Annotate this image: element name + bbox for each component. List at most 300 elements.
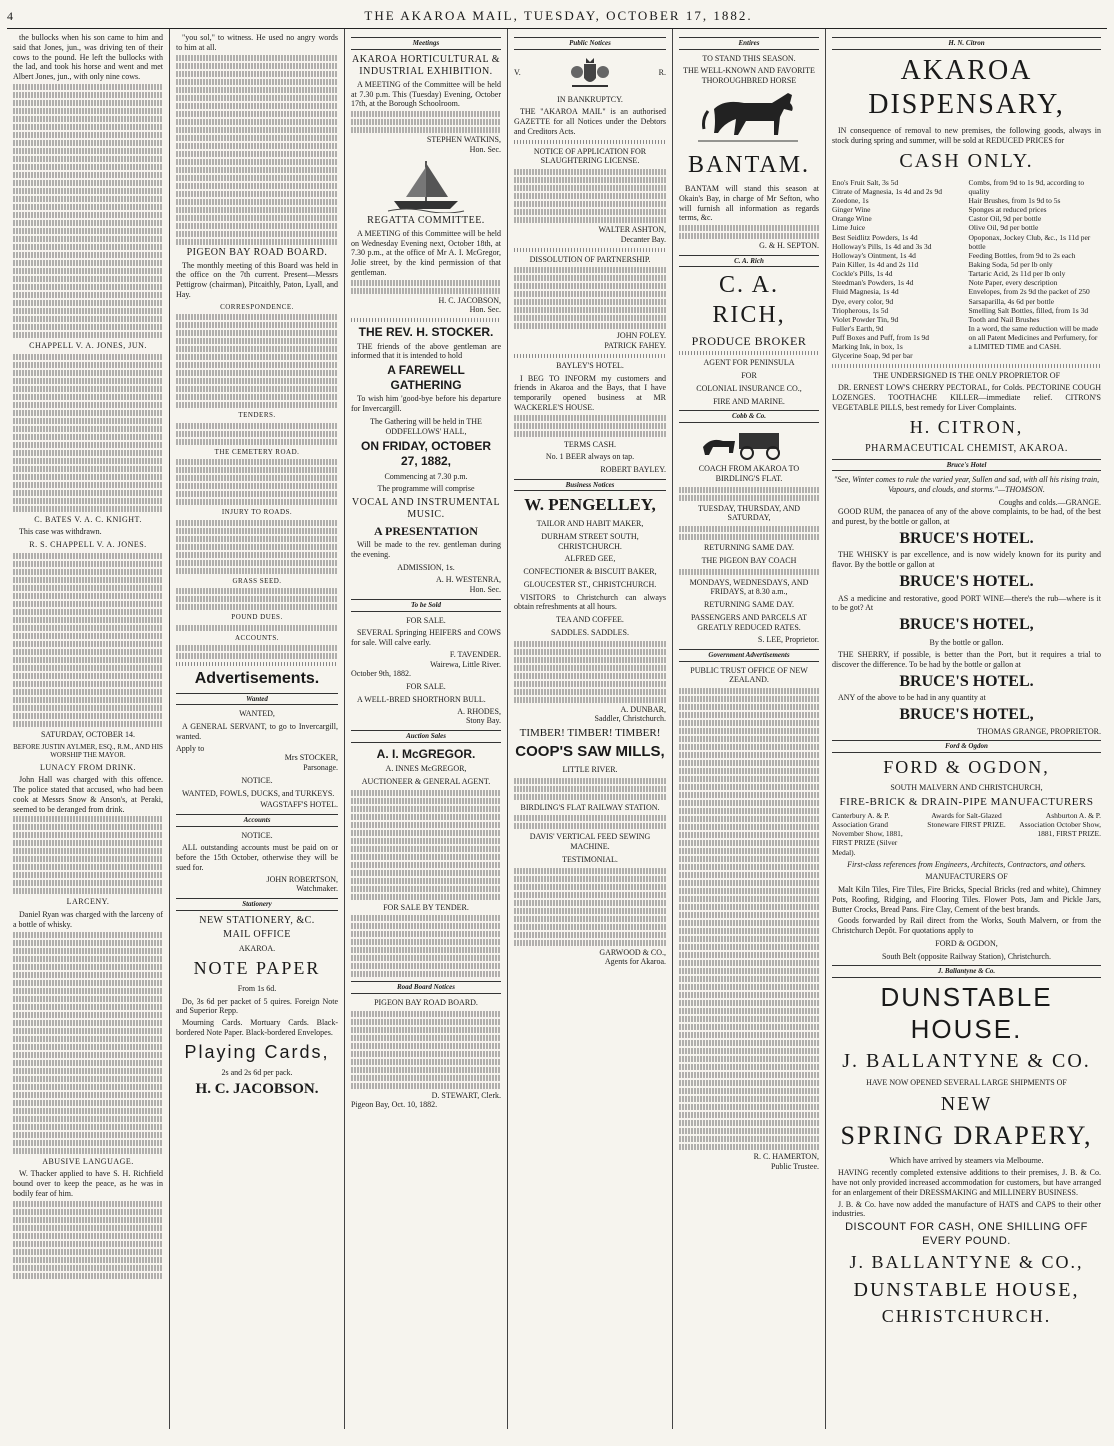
body-text-block xyxy=(514,291,666,297)
body-text-block xyxy=(679,1040,819,1046)
ad-title: A. I. McGREGOR. xyxy=(376,746,476,761)
body-text-block xyxy=(514,908,666,914)
ad-signature: A. DUNBAR, xyxy=(620,704,666,714)
body-text-block xyxy=(13,148,163,154)
ad-text: Goods forwarded by Rail direct from the Works, South Malvern, or from the Christchurch Depôt. For quotations apply to xyxy=(832,916,1101,936)
ad-title: MANUFACTURERS OF xyxy=(925,872,1008,882)
body-text-block xyxy=(176,231,338,237)
ad-title: PHARMACEUTICAL CHEMIST, AKAROA. xyxy=(865,442,1068,454)
ad-signature: D. STEWART, Clerk. xyxy=(431,1090,501,1100)
bench-heading: BEFORE JUSTIN AYLMER, ESQ., R.M., AND HIS WORSHIP THE MAYOR. xyxy=(13,742,163,760)
body-text-block xyxy=(176,499,338,505)
body-text-block xyxy=(351,886,501,892)
ad-signature: STEPHEN WATKINS, xyxy=(426,135,501,145)
body-text-block xyxy=(514,201,666,207)
body-text-block xyxy=(13,204,163,210)
ad-text: Will be made to the rev. gentleman during the evening. xyxy=(351,540,501,559)
body-text-block xyxy=(13,434,163,440)
body-text-block xyxy=(679,728,819,734)
body-text-block xyxy=(679,968,819,974)
body-text-block xyxy=(13,1201,163,1207)
ad-signature: WALTER ASHTON, xyxy=(598,225,666,235)
ad-title: TIMBER! TIMBER! TIMBER! xyxy=(519,727,661,740)
body-text-block xyxy=(679,487,819,493)
body-text-block xyxy=(13,609,163,615)
body-text-block xyxy=(679,1080,819,1086)
body-text-block xyxy=(13,1225,163,1231)
ad-title: COLONIAL INSURANCE CO., xyxy=(696,383,802,393)
body-text-block xyxy=(13,410,163,416)
price-list-item: Baking Soda, 5d per lb only xyxy=(968,260,1053,269)
body-text-block xyxy=(351,1011,501,1017)
body-text-block xyxy=(679,1056,819,1062)
rule xyxy=(176,662,338,666)
body-text-block xyxy=(13,1132,163,1138)
ad-title: FIRE-BRICK & DRAIN-PIPE MANUFACTURERS xyxy=(839,795,1094,808)
ad-title: A PRESENTATION xyxy=(374,523,478,538)
body-text-block xyxy=(351,1035,501,1041)
ad-title: DISCOUNT FOR CASH, ONE SHILLING OFF EVERY POUND. xyxy=(845,1221,1088,1247)
body-text-block xyxy=(176,568,338,574)
body-text-block xyxy=(176,560,338,566)
ad-text: The programme will comprise xyxy=(377,484,475,494)
body-text-block xyxy=(176,604,338,610)
body-text-block xyxy=(514,900,666,906)
body-text-block xyxy=(13,300,163,306)
body-text-block xyxy=(176,467,338,473)
body-text-block xyxy=(13,268,163,274)
body-text-block xyxy=(679,696,819,702)
body-text-block xyxy=(351,830,501,836)
ad-text: GOOD RUM, the panacea of any of the above complaints, to be had, of the best and purest, by the bottle or gallon, at xyxy=(832,507,1101,527)
masthead-spacer xyxy=(1103,9,1107,24)
price-list-item: Violet Powder Tin, 9d xyxy=(832,314,899,324)
body-text-block xyxy=(351,915,501,921)
body-text-block xyxy=(514,924,666,930)
body-text-block xyxy=(13,466,163,472)
bruces-hotel-heading: BRUCE'S HOTEL. xyxy=(899,672,1034,690)
price-list-left xyxy=(832,178,965,361)
body-text-block xyxy=(176,239,338,245)
price-list-item: Envelopes, from 2s 9d the packet of 250 xyxy=(968,287,1090,297)
section-label: Bruce's Hotel xyxy=(832,459,1101,472)
ad-title: THE PIGEON BAY COACH xyxy=(701,555,797,565)
ad-signature: Agents for Akaroa. xyxy=(604,957,666,967)
body-text-block xyxy=(514,169,666,175)
body-text-block xyxy=(514,657,666,663)
body-text-block xyxy=(679,1000,819,1006)
body-text-block xyxy=(514,283,666,289)
body-text-block xyxy=(13,1209,163,1215)
body-text-block xyxy=(13,188,163,194)
body-text-block xyxy=(13,292,163,298)
body-text-block xyxy=(514,916,666,922)
body-text-block xyxy=(13,1108,163,1114)
body-text-block xyxy=(514,673,666,679)
date-heading: SATURDAY, OCTOBER 14. xyxy=(40,729,136,739)
body-text-block xyxy=(176,402,338,408)
body-text-block xyxy=(176,207,338,213)
price-list xyxy=(832,178,1101,361)
body-text-block xyxy=(351,111,501,117)
section-label: Cobb & Co. xyxy=(679,410,819,423)
price-list-item: Sponges at reduced prices xyxy=(968,205,1047,215)
body-text-block xyxy=(679,1008,819,1014)
body-text-block xyxy=(514,315,666,321)
price-list-item: Holloway's Ointment, 1s 4d xyxy=(832,250,916,260)
body-text-block xyxy=(514,940,666,946)
price-list-item: Ginger Wine xyxy=(832,205,871,215)
body-text-block xyxy=(679,1072,819,1078)
ad-text: VISITORS to Christchurch can always obtain refreshments at all hours. xyxy=(514,592,666,612)
body-text-block xyxy=(176,394,338,400)
body-text-block xyxy=(679,1048,819,1054)
body-text-block xyxy=(679,526,819,532)
body-text-block xyxy=(176,143,338,149)
body-text-block xyxy=(351,280,501,286)
body-text-block xyxy=(679,784,819,790)
body-text-block xyxy=(13,721,163,727)
ad-signature: Hon. Sec. xyxy=(469,585,501,595)
body-text-block xyxy=(679,752,819,758)
body-text-block xyxy=(679,704,819,710)
body-text-block xyxy=(176,346,338,352)
advertisements-heading: Advertisements. xyxy=(194,670,320,688)
ad-text: THE WHISKY is par excellence, and is now widely known for its purity and flavor. By the bottle or gallon at xyxy=(832,550,1101,570)
body-text-block xyxy=(13,1084,163,1090)
quote-attribution: Coughs and colds.—GRANGE. xyxy=(998,497,1101,507)
body-text-block xyxy=(679,816,819,822)
section-label: Business Notices xyxy=(514,479,666,492)
body-text-block xyxy=(514,815,666,821)
body-text-block xyxy=(514,307,666,313)
bantam-heading: BANTAM. xyxy=(687,151,811,178)
body-text-block xyxy=(13,848,163,854)
ad-signature: A. RHODES, xyxy=(457,706,501,716)
body-text-block xyxy=(679,1128,819,1134)
body-text-block xyxy=(351,971,501,977)
price-list-item: Lime Juice xyxy=(832,223,866,233)
section-label: Wanted xyxy=(176,693,338,706)
ad-title: VOCAL AND INSTRUMENTAL MUSIC. xyxy=(351,497,501,521)
body-text-block xyxy=(176,536,338,542)
ad-text: TERMS CASH. xyxy=(563,439,616,449)
price-list-item: Tooth and Nail Brushes xyxy=(968,314,1040,324)
ad-title: BAYLEY'S HOTEL. xyxy=(556,360,624,370)
body-text-block xyxy=(351,1019,501,1025)
price-list-item: In a word, the same reduction will be made on all Patent Medicines and Perfumery, for a LIMITED TIME and CASH. xyxy=(968,323,1099,352)
price-list-item: Orange Wine xyxy=(832,214,872,224)
dunstable-house-heading: DUNSTABLE HOUSE. xyxy=(880,981,1053,1044)
body-text-block xyxy=(514,177,666,183)
ad-text: A WELL-BRED SHORTHORN BULL. xyxy=(357,694,486,704)
body-text-block xyxy=(13,980,163,986)
body-text-block xyxy=(13,713,163,719)
ad-title: TEA AND COFFEE. xyxy=(556,615,624,625)
section-label: Accounts xyxy=(176,814,338,827)
section-label: Meetings xyxy=(351,37,501,50)
body-text-block xyxy=(13,1257,163,1263)
body-text-block xyxy=(13,697,163,703)
ad-signature: Public Trustee. xyxy=(770,1161,819,1171)
ad-title: FORD & OGDON, xyxy=(935,938,998,948)
body-text-block xyxy=(679,856,819,862)
price-list-item: Olive Oil, 9d per bottle xyxy=(968,223,1039,233)
body-text-block xyxy=(13,324,163,330)
body-text-block xyxy=(13,996,163,1002)
body-text-block xyxy=(176,520,338,526)
ad-signature: F. TAVENDER. xyxy=(449,649,501,659)
price-list-item: Steedman's Powders, 1s 4d xyxy=(832,278,914,288)
ad-signature: Hon. Sec. xyxy=(469,305,501,315)
price-list-item: Dye, every color, 9d xyxy=(832,296,894,306)
body-text-block xyxy=(176,330,338,336)
body-text-block xyxy=(176,475,338,481)
body-text-block xyxy=(13,132,163,138)
body-text-block xyxy=(176,191,338,197)
body-text-block xyxy=(176,596,338,602)
body-text-block xyxy=(176,370,338,376)
body-text-block xyxy=(13,832,163,838)
body-text-block xyxy=(176,314,338,320)
body-text-block xyxy=(351,1051,501,1057)
ad-title: MONDAYS, WEDNESDAYS, AND FRIDAYS, at 8.30 a.m., xyxy=(689,577,809,597)
body-text-block xyxy=(176,223,338,229)
body-text-block xyxy=(13,1148,163,1154)
body-text-block xyxy=(176,175,338,181)
body-text-block xyxy=(13,394,163,400)
body-text-block xyxy=(679,760,819,766)
body-text-block xyxy=(13,108,163,114)
body-text-block xyxy=(351,1059,501,1065)
body-text-block xyxy=(13,370,163,376)
body-text-block xyxy=(13,92,163,98)
royal-arms xyxy=(514,54,666,92)
page-number: 4 xyxy=(7,8,14,23)
body-text-block xyxy=(176,199,338,205)
body-text-block xyxy=(13,1004,163,1010)
spring-drapery-heading: SPRING DRAPERY, xyxy=(840,1120,1093,1150)
body-text-block xyxy=(13,498,163,504)
body-text-block xyxy=(679,864,819,870)
body-text-block xyxy=(13,1052,163,1058)
section-label: C. A. Rich xyxy=(679,255,819,268)
price-list-item: Fluid Magnesia, 1s 4d xyxy=(832,287,899,297)
price-list-item: Triopherous, 1s 5d xyxy=(832,305,889,315)
ad-title: MAIL OFFICE xyxy=(223,928,291,940)
body-text-block xyxy=(13,673,163,679)
ad-text: Do, 3s 6d per packet of 5 quires. Foreign Note and Superior Repp. xyxy=(176,996,338,1016)
body-text-block xyxy=(13,872,163,878)
ad-title: CONFECTIONER & BISCUIT BAKER, xyxy=(523,567,657,577)
body-text-block xyxy=(679,936,819,942)
price-list-item: Pain Killer, 1s 4d and 2s 11d xyxy=(832,260,919,269)
body-text-block xyxy=(13,1100,163,1106)
body-text-block xyxy=(13,657,163,663)
sailing-ship-icon xyxy=(386,157,466,213)
body-text-block xyxy=(351,119,501,125)
body-text-block xyxy=(13,880,163,886)
ad-title: SADDLES. SADDLES. xyxy=(550,627,629,637)
body-text-block xyxy=(13,641,163,647)
body-text-block xyxy=(13,577,163,583)
body-text-block xyxy=(514,323,666,329)
body-text-block xyxy=(176,645,338,651)
ad-signature: S. LEE, Proprietor. xyxy=(757,635,819,645)
ad-title: COOP'S SAW MILLS, xyxy=(515,743,665,761)
body-text-block xyxy=(13,362,163,368)
body-text-block xyxy=(13,956,163,962)
body-text-block xyxy=(176,183,338,189)
body-text-block xyxy=(679,712,819,718)
ad-title: RETURNING SAME DAY. xyxy=(703,600,794,610)
section-label: Road Board Notices xyxy=(351,981,501,994)
price-list-item: Hair Brushes, from 1s 9d to 5s xyxy=(968,196,1061,206)
ad-text: 2s and 2s 6d per pack. xyxy=(221,1067,293,1077)
body-text-block xyxy=(13,1076,163,1082)
body-text-block xyxy=(176,653,338,659)
body-text-block xyxy=(679,225,819,231)
ad-text: From 1s 6d. xyxy=(237,983,277,993)
body-text-block xyxy=(13,260,163,266)
ad-text: AKAROA. xyxy=(238,944,276,954)
body-text-block xyxy=(13,553,163,559)
body-text-block xyxy=(176,386,338,392)
body-text-block xyxy=(13,681,163,687)
body-text-block xyxy=(679,1016,819,1022)
body-text-block xyxy=(176,552,338,558)
body-text-block xyxy=(13,569,163,575)
body-text-block xyxy=(13,156,163,162)
ad-signature: Stony Bay. xyxy=(465,716,501,726)
body-text-block xyxy=(351,1083,501,1089)
body-text-block xyxy=(13,458,163,464)
body-text-block xyxy=(514,649,666,655)
body-text-block xyxy=(13,180,163,186)
body-text-block xyxy=(679,495,819,501)
body-text-block xyxy=(679,534,819,540)
body-text-block xyxy=(13,633,163,639)
body-text-block xyxy=(514,823,666,829)
body-text-block xyxy=(176,459,338,465)
body-text-block xyxy=(679,976,819,982)
ad-signature: Decanter Bay. xyxy=(620,234,666,244)
body-text-block xyxy=(13,1273,163,1279)
court-continued: "you sol," to witness. He used no angry words to him at all. xyxy=(176,33,338,52)
body-text-block xyxy=(351,288,501,294)
body-text-block xyxy=(679,896,819,902)
body-text-block xyxy=(13,940,163,946)
body-text-block xyxy=(514,217,666,223)
body-text-block xyxy=(13,220,163,226)
body-text-block xyxy=(13,1249,163,1255)
case-heading: ABUSIVE LANGUAGE. xyxy=(42,1156,134,1166)
case-heading: C. BATES V. A. C. KNIGHT. xyxy=(34,514,142,524)
body-text-block xyxy=(679,1144,819,1150)
body-text-block xyxy=(679,840,819,846)
ad-title: PIGEON BAY ROAD BOARD. xyxy=(374,997,478,1007)
ad-signature: Wairewa, Little River. xyxy=(430,659,501,669)
body-text-block xyxy=(679,880,819,886)
masthead xyxy=(7,4,1107,29)
ad-signature: Hon. Sec. xyxy=(469,144,501,154)
price-list-item: Glycerine Soap, 9d per bar xyxy=(832,351,913,361)
body-text-block xyxy=(176,338,338,344)
price-list-item: Citrate of Magnesia, 1s 4d and 2s 9d xyxy=(832,186,942,196)
price-list-item: Feeding Bottles, from 9d to 2s each xyxy=(968,250,1076,260)
dispensary-heading: AKAROA DISPENSARY, xyxy=(868,54,1065,120)
section-label: Ford & Ogdon xyxy=(832,740,1101,753)
body-text-block xyxy=(13,228,163,234)
horse-icon xyxy=(694,89,804,147)
section-label: Auction Sales xyxy=(351,730,501,743)
ad-title: NEW xyxy=(940,1092,993,1115)
body-text-block xyxy=(351,798,501,804)
rule xyxy=(514,140,666,144)
ad-title: J. BALLANTYNE & CO. xyxy=(842,1050,1091,1073)
body-text-block xyxy=(13,116,163,122)
body-text-block xyxy=(13,1068,163,1074)
body-text-block xyxy=(13,284,163,290)
body-text-block xyxy=(679,744,819,750)
body-text-block xyxy=(176,111,338,117)
body-text-block xyxy=(13,506,163,512)
body-text-block xyxy=(514,665,666,671)
ad-title: NOTICE. xyxy=(241,775,273,785)
price-list-item: Zoedone, 1s xyxy=(832,196,869,206)
body-text-block xyxy=(351,127,501,133)
case-text: John Hall was charged with this offence. The police stated that accused, who had been cook at Messrs Snow & Anson's, at Peraki, seemed to be deranged from drink. xyxy=(13,775,163,814)
crest-letter-v: V. xyxy=(514,67,521,77)
case-heading: CHAPPELL V. A. JONES, JUN. xyxy=(29,340,147,350)
ad-text: Mourning Cards. Mortuary Cards. Black-bordered Note Paper. Black-bordered Envelopes. xyxy=(176,1018,338,1037)
body-text-block xyxy=(13,593,163,599)
awards-table xyxy=(832,811,1101,857)
ad-title: SOUTH MALVERN AND CHRISTCHURCH, xyxy=(890,782,1043,792)
body-text-block xyxy=(13,1020,163,1026)
body-text-block xyxy=(176,87,338,93)
body-text-block xyxy=(679,888,819,894)
ad-title: DISSOLUTION OF PARTNERSHIP. xyxy=(529,254,651,264)
quote: "See, Winter comes to rule the varied year, Sullen and sad, with all his rising train, Vapours, and clouds, and storms."—THOMSON. xyxy=(833,475,1100,494)
ad-text: AS a medicine and restorative, good PORT WINE—there's the rub—where is it to be got? At xyxy=(832,593,1101,613)
column-meetings xyxy=(345,29,508,1429)
body-text-block xyxy=(351,1067,501,1073)
body-text-block xyxy=(176,135,338,141)
body-text-block xyxy=(679,720,819,726)
body-text-block xyxy=(679,1024,819,1030)
body-text-block xyxy=(13,196,163,202)
award-cell: Ashburton A. & P. Association October Show, 1881, FIRST PRIZE. xyxy=(1019,810,1101,839)
body-text-block xyxy=(176,159,338,165)
ad-text: GLOUCESTER ST., CHRISTCHURCH. xyxy=(523,579,657,589)
ad-title: TO STAND THIS SEASON. xyxy=(702,53,796,63)
section-label: Stationery xyxy=(176,898,338,911)
price-list-item: Puff Boxes and Puff, from 1s 9d xyxy=(832,333,930,343)
body-text-block xyxy=(176,95,338,101)
section-label: To be Sold xyxy=(351,599,501,612)
price-list-item: Marking Ink, in box, 1s xyxy=(832,342,903,352)
subheading: ACCOUNTS. xyxy=(235,633,279,642)
rule xyxy=(679,351,819,355)
body-text-block xyxy=(176,127,338,133)
body-text-block xyxy=(176,544,338,550)
body-text-block xyxy=(13,1044,163,1050)
ad-title: AKAROA HORTICULTURAL & INDUSTRIAL EXHIBITION. xyxy=(352,53,500,77)
ad-signature: PATRICK FAHEY. xyxy=(604,341,666,351)
body-text-block xyxy=(679,569,819,575)
ad-signature: WAGSTAFF'S HOTEL. xyxy=(260,800,338,810)
